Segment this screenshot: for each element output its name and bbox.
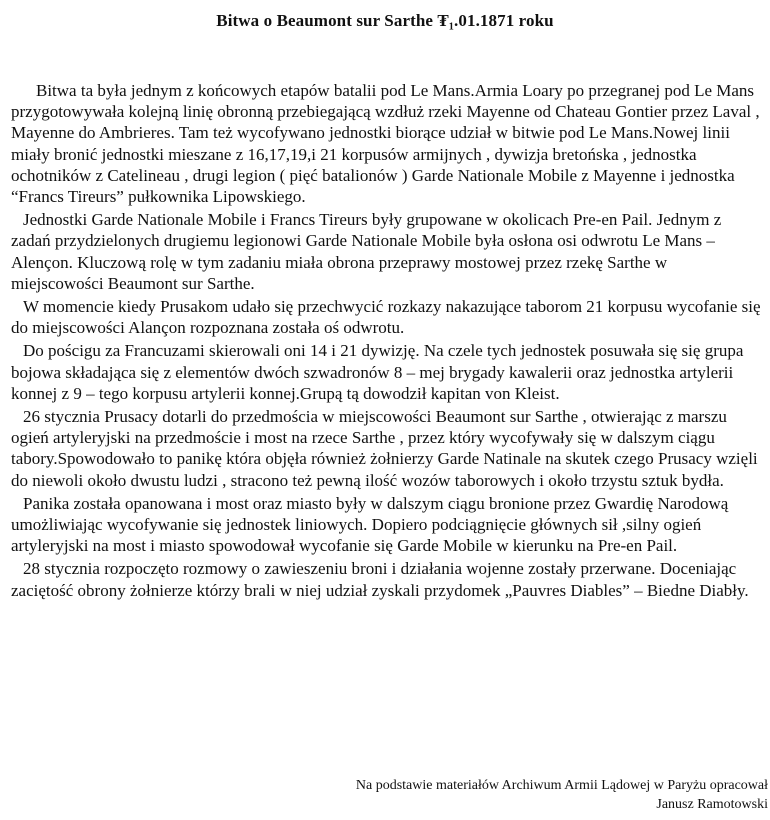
document-title: Bitwa o Beaumont sur Sarthe ₮₁.01.1871 roku xyxy=(216,11,554,30)
paragraph-1: Bitwa ta była jednym z końcowych etapów batalii pod Le Mans.Armia Loary po przegranej pod Le Mans przygotowywała kolejną linię obronną przebiegającą wzdłuż rzeki Mayenne od Chateau Gontier przez Laval , Mayenne do Ambrieres. Tam też wycofywano jednostki biorące udział w bitwie pod Le Mans.Nowej linii miały bronić jednostki mieszane z 16,17,19,i 21 korpusów armijnych , dywizja bretońska , jednostka ochotników z Catelineau , drugi legion ( pięć batalionów ) Garde Nationale Mobile z Mayenne i jednostka “Francs Tireurs” pułkownika Lipowskiego. xyxy=(11,81,760,207)
paragraph-6: Panika została opanowana i most oraz miasto były w dalszym ciągu bronione przez Gwardię Narodową umożliwiając wycofywanie się jednostek liniowych. Dopiero podciągnięcie głównych sił ,silny ogień artyleryjski na most i miasto spowodował wycofanie się Garde Mobile w kierunku na Pre-en Pail. xyxy=(11,493,729,556)
document-body xyxy=(11,80,763,603)
author-name: Janusz Ramotowski xyxy=(656,797,768,812)
paragraph-5: 26 stycznia Prusacy dotarli do przedmościa w miejscowości Beaumont sur Sarthe , otwierając z marszu ogień artyleryjski na przedmoście i most na rzece Sarthe , przez który wycofywały się w dalszym ciągu tabory.Spowodowało to panikę która objęła również żołnierzy Garde Natinale na skutek czego Prusacy wzięli do niewoli około dwustu ludzi , stracono też pewną ilość wozów taborowych i około trzystu sztuk bydła. xyxy=(11,407,758,490)
paragraph-3: W momencie kiedy Prusakom udało się przechwycić rozkazy nakazujące taborom 21 korpusu wycofanie się do miejscowości Alançon rozpoznana została oś odwrotu. xyxy=(11,297,761,338)
paragraph-4: Do pościgu za Francuzami skierowali oni 14 i 21 dywizję. Na czele tych jednostek posuwała się się grupa bojowa składająca się z elementów dwóch szwadronów 8 – mej brygady kawalerii oraz jednostka artylerii konnej z 9 – tego korpusu artylerii konnej.Grupą tą dowodził kapitan von Kleist. xyxy=(11,341,744,403)
document-footer xyxy=(248,776,768,814)
paragraph-2: Jednostki Garde Nationale Mobile i Francs Tireurs były grupowane w okolicach Pre-en Pail. Jednym z zadań przydzielonych drugiemu legionowi Garde Nationale Mobile była osłona osi odwrotu Le Mans – Alençon. Kluczową rolę w tym zadaniu miała obrona przeprawy mostowej przez rzekę Sarthe w miejscowości Beaumont sur Sarthe. xyxy=(11,210,722,293)
paragraph-7: 28 stycznia rozpoczęto rozmowy o zawieszeniu broni i działania wojenne zostały przerwane. Doceniając zaciętość obrony żołnierze którzy brali w niej udział zyskali przydomek „Pauvres Diables” – Biedne Diabły. xyxy=(11,559,749,600)
source-note: Na podstawie materiałów Archiwum Armii Lądowej w Paryżu opracował xyxy=(355,778,768,793)
